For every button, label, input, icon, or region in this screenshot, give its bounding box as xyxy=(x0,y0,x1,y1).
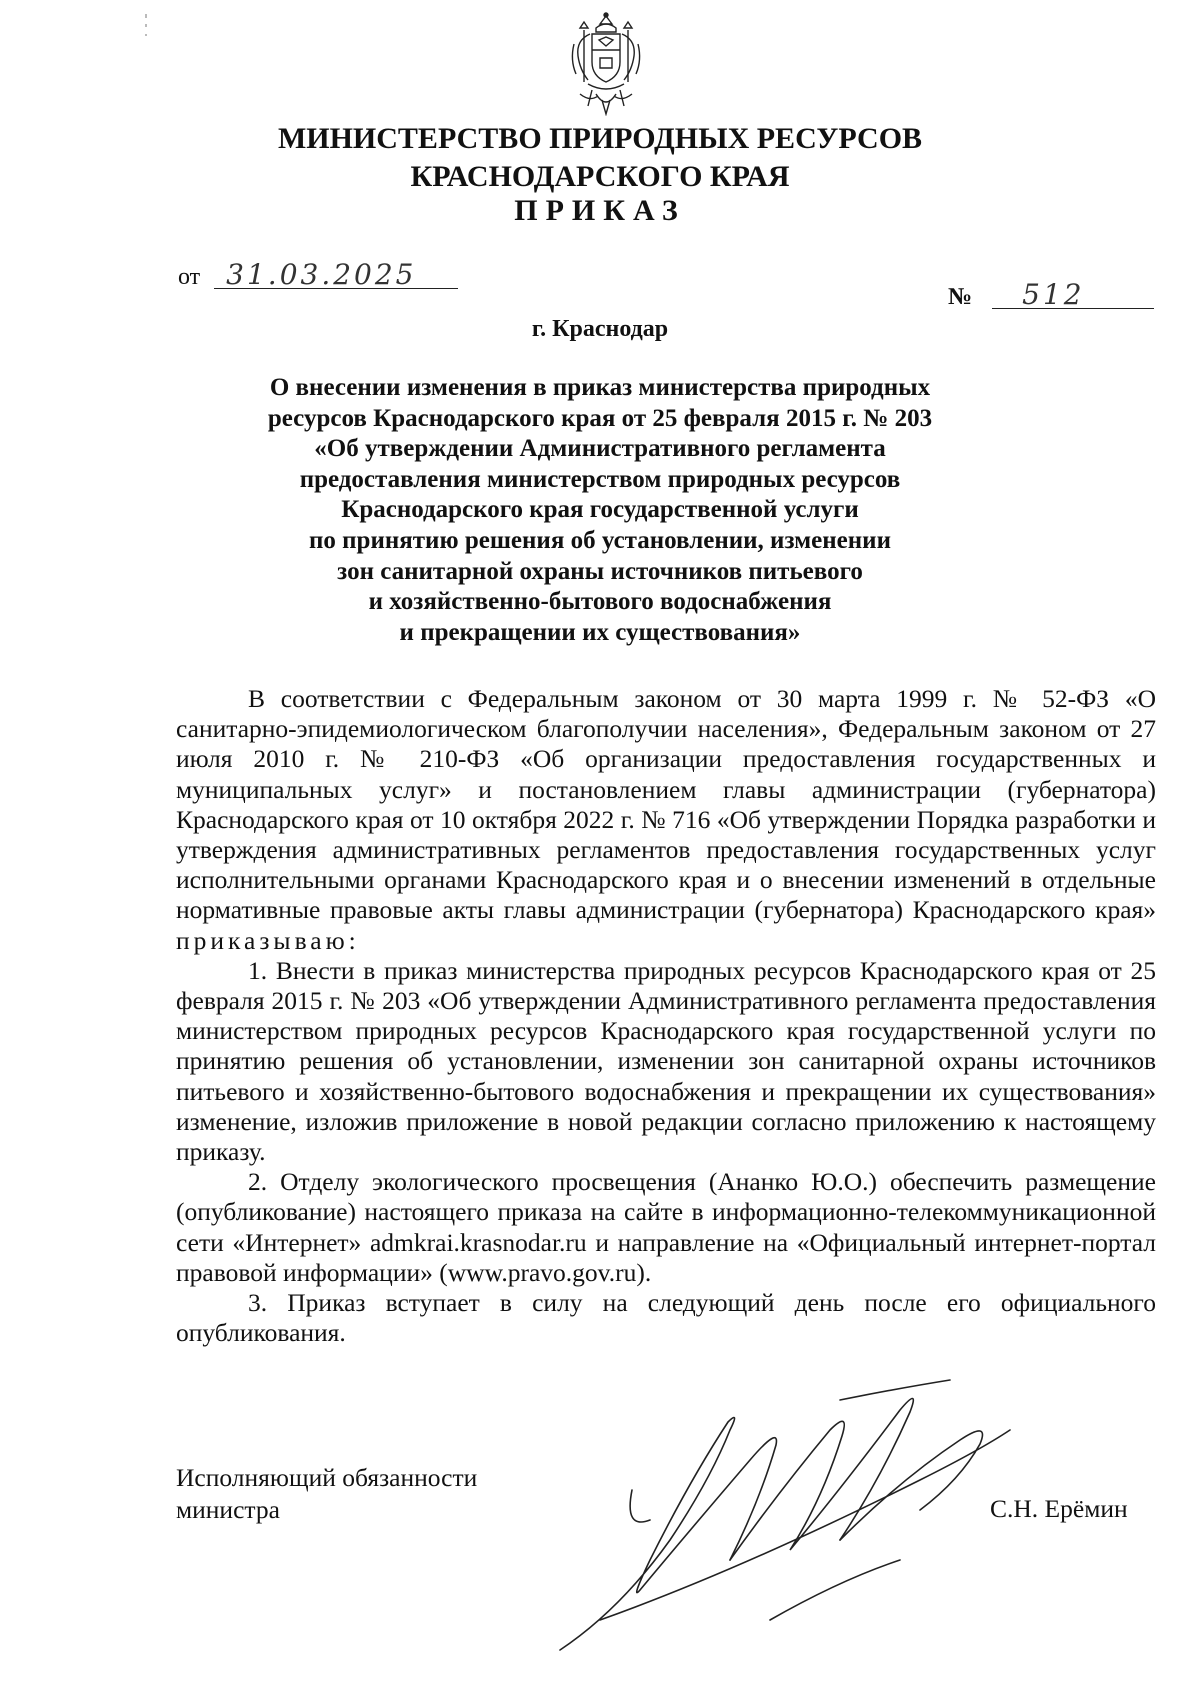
subject-line: Краснодарского края государственной услуги xyxy=(341,496,859,524)
signatory-title-line-1: Исполняющий обязанности xyxy=(176,1463,478,1492)
date-prefix: от xyxy=(178,264,201,290)
signatory-name: С.Н. Ерёмин xyxy=(990,1494,1128,1523)
document-body xyxy=(176,684,1156,1348)
ministry-name xyxy=(0,120,1200,196)
coat-of-arms-emblem xyxy=(566,10,646,116)
order-item-2: 2. Отделу экологического просвещения (Ананко Ю.О.) обеспечить размещение (опубликование) настоящего приказа на сайте в информационно-телекоммуникационной сети «Интернет» admkrai.krasnodar.ru и направление на «Официальный интернет-портал правовой информации» (www.pravo.gov.ru). xyxy=(176,1167,1156,1287)
handwritten-date: 31.03.2025 xyxy=(214,262,458,289)
subject-line: по принятию решения об установлении, изменении xyxy=(308,526,891,554)
number-prefix: № xyxy=(948,284,973,310)
document-type-title: ПРИКАЗ xyxy=(514,194,686,227)
city-line: г. Краснодар xyxy=(531,316,669,342)
ministry-line-2: КРАСНОДАРСКОГО КРАЯ xyxy=(410,160,790,193)
order-item-1: 1. Внести в приказ министерства природных ресурсов Краснодарского края от 25 февраля 2015 г. № 203 «Об утверждении Административного регламента предоставления министерством природных ресурсов Краснодарского края государственной услуги по принятию решения об установлении, изменении зон санитарной охраны источников питьевого и хозяйственно-бытового водоснабжения и прекращении их существования» изменение, изложив приложение в новой редакции согласно приложению к настоящему приказу. xyxy=(176,955,1156,1167)
order-item-3: 3. Приказ вступает в силу на следующий день после его официального опубликования. xyxy=(176,1288,1156,1348)
handwritten-number: 512 xyxy=(992,282,1154,309)
subject-line: и прекращении их существования» xyxy=(399,618,801,646)
number-row xyxy=(948,278,1154,311)
document-subject xyxy=(0,373,1200,648)
subject-line: предоставления министерством природных ресурсов xyxy=(299,465,901,493)
subject-line: и хозяйственно-бытового водоснабжения xyxy=(368,588,832,616)
ministry-line-1: МИНИСТЕРСТВО ПРИРОДНЫХ РЕСУРСОВ xyxy=(277,122,923,155)
subject-line: О внесении изменения в приказ министерства природных xyxy=(269,374,931,401)
subject-line: «Об утверждении Административного регламента xyxy=(314,435,886,463)
signatory-title-line-2: министра xyxy=(176,1495,280,1524)
signatory-title xyxy=(176,1462,477,1526)
date-row xyxy=(178,258,458,291)
order-word: приказываю: xyxy=(176,925,360,955)
subject-line: зон санитарной охраны источников питьевого xyxy=(337,557,863,585)
preamble-text: В соответствии с Федеральным законом от 30 марта 1999 г. № 52-ФЗ «О санитарно-эпидемиологическом благополучии населения», Федеральным законом от 27 июля 2010 г. № 210-ФЗ «Об организации предоставления государственных и муниципальных услуг» и постановлением главы администрации (губернатора) Краснодарского края от 10 октября 2022 г. № 716 «Об утверждении Порядка разработки и утверждения административных регламентов предоставления государственных услуг исполнительными органами Краснодарского края и о внесении изменений в отдельные нормативные правовые акты главы администрации (губернатора) Краснодарского края» xyxy=(176,684,1156,925)
scan-margin-marks xyxy=(144,14,148,44)
preamble-paragraph xyxy=(176,684,1156,956)
subject-line: ресурсов Краснодарского края от 25 февраля 2015 г. № 203 xyxy=(267,404,933,432)
handwritten-signature xyxy=(540,1370,1060,1660)
